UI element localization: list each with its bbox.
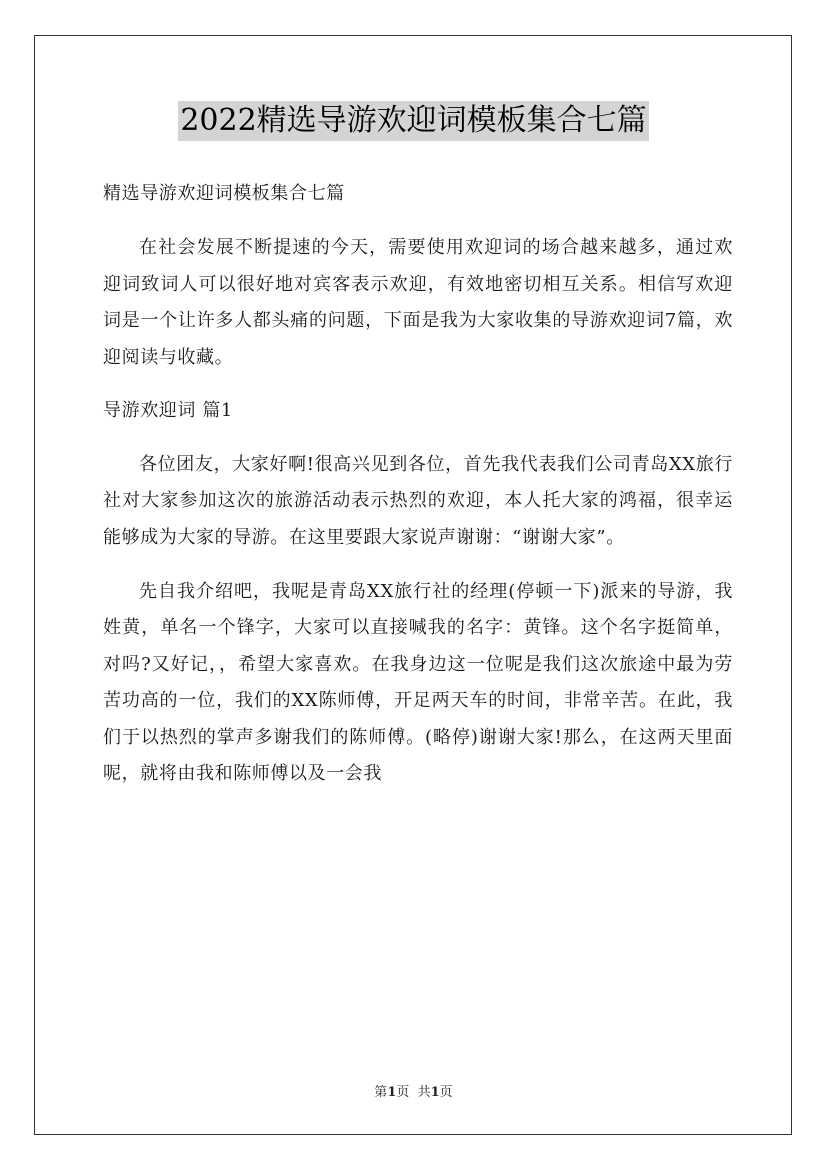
footer-current-page: 1 <box>387 1085 397 1100</box>
section-heading: 导游欢迎词 篇1 <box>103 400 233 421</box>
body-paragraph: 先自我介绍吧，我呢是青岛XX旅行社的经理(停顿一下)派来的导游，我姓黄，单名一个锋字，大家可以直接喊我的名字：黄锋。这个名字挺简单，对吗?又好记，，希望大家喜欢。在我身边这一位呢是我们这次旅途中最为劳苦功高的一位，我们的XX陈师傅，开足两天车的时间，非常辛苦。在此，我们于以热烈的掌声多谢我们的陈师傅。(略停)谢谢大家!那么，在这两天里面呢，就将由我和陈师傅以及一会我 <box>103 580 733 784</box>
document-body <box>103 176 733 793</box>
document-title: 2022精选导游欢迎词模板集合七篇 <box>178 101 648 141</box>
body-paragraph: 各位团友，大家好啊!很高兴见到各位，首先我代表我们公司青岛XX旅行社对大家参加这次的旅游活动表示热烈的欢迎，本人托大家的鸿福，很幸运能够成为大家的导游。在这里要跟大家说声谢谢：“谢谢大家”。 <box>103 453 733 548</box>
footer-page-prefix: 第 <box>374 1085 388 1100</box>
footer-page-mid: 页 共 <box>396 1085 431 1100</box>
intro-paragraph: 在社会发展不断提速的今天，需要使用欢迎词的场合越来越多，通过欢迎词致词人可以很好地对宾客表示欢迎，有效地密切相互关系。相信写欢迎词是一个让许多人都头痛的问题，下面是我为大家收集的导游欢迎词7篇，欢迎阅读与收藏。 <box>103 237 733 368</box>
page-footer <box>0 1084 827 1102</box>
subtitle-paragraph: 精选导游欢迎词模板集合七篇 <box>103 183 345 204</box>
footer-page-suffix: 页 <box>439 1085 453 1100</box>
footer-total-pages: 1 <box>430 1085 440 1100</box>
title-container <box>0 101 827 141</box>
